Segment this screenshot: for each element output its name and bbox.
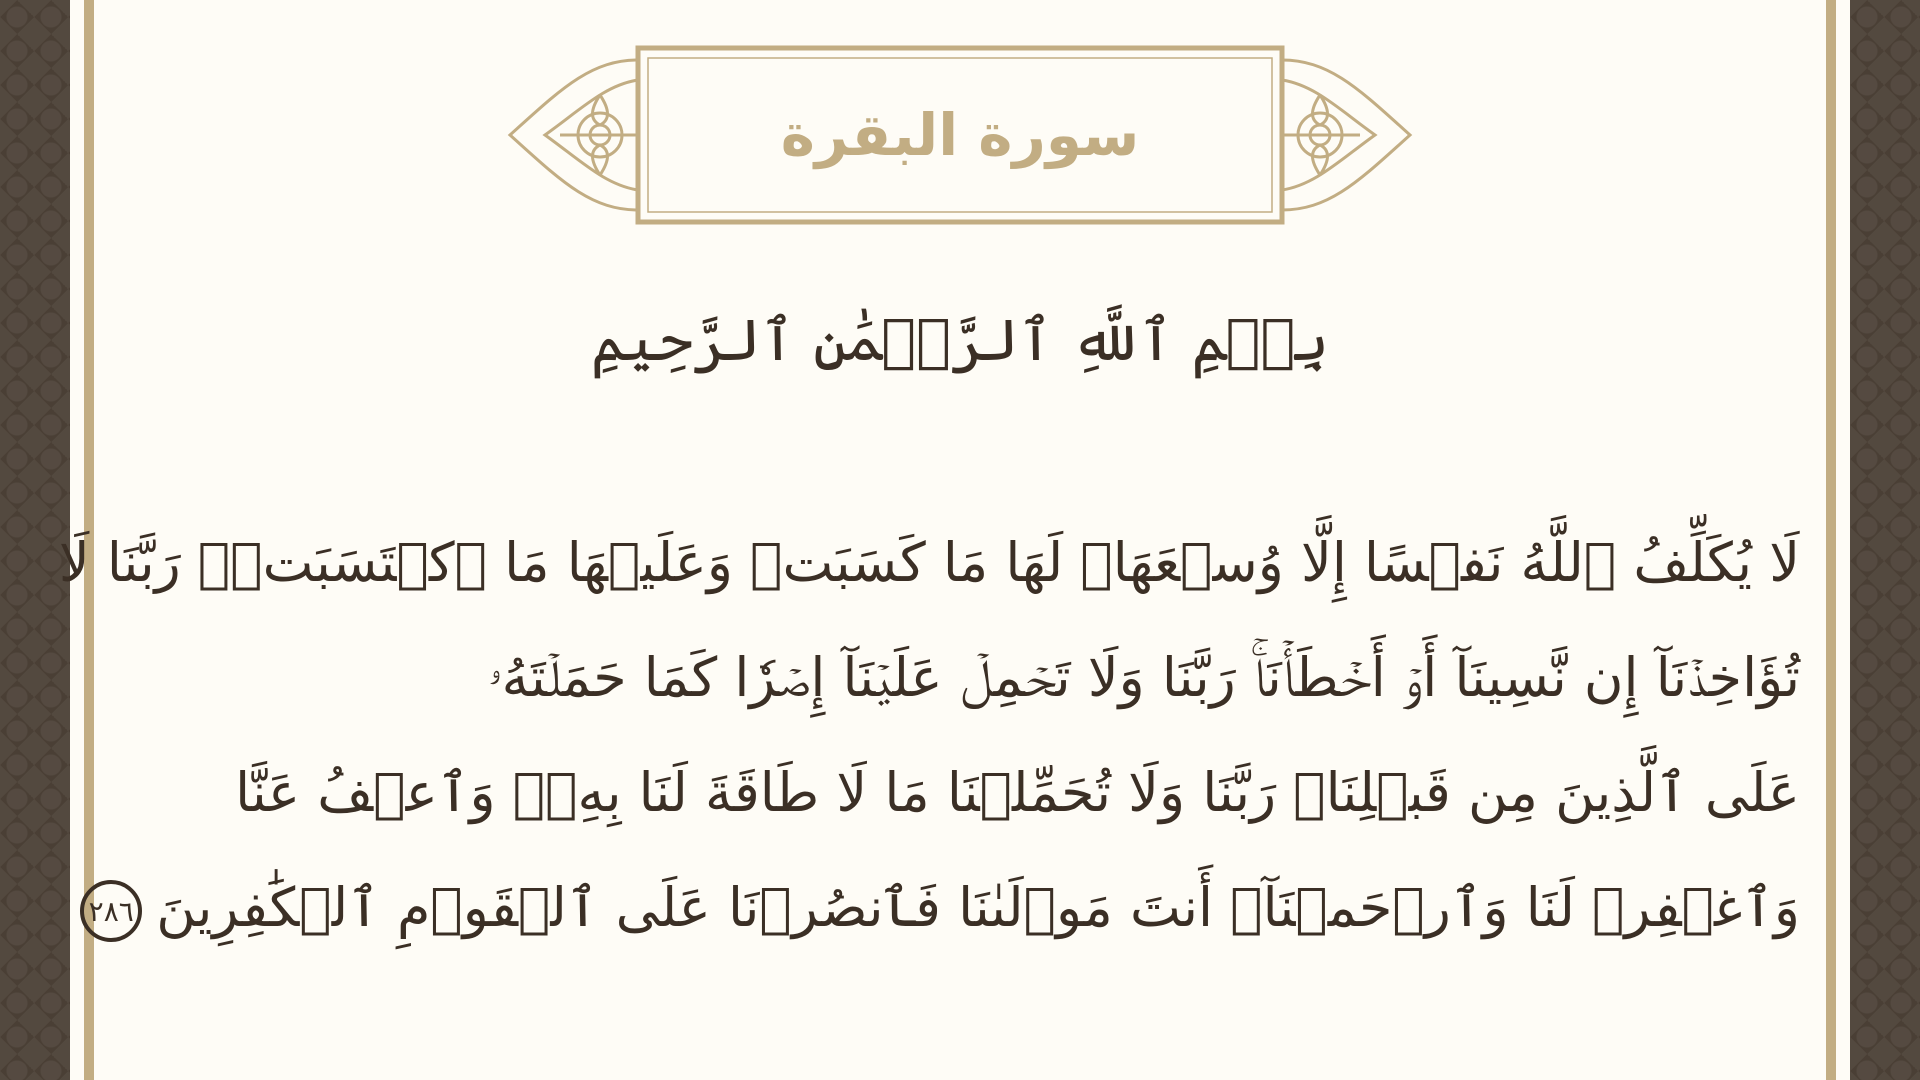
- verse-line-2: تُؤَاخِذۡنَآ إِن نَّسِينَآ أَوۡ أَخۡطَأۡنَاۚ رَبَّنَا وَلَا تَحۡمِلۡ عَلَيۡنَآ إِصۡرٗا كَمَا حَمَلۡتَهُۥ: [488, 646, 1800, 709]
- verse-block: [58, 505, 1800, 965]
- verse-line-4: [88, 850, 1800, 965]
- verse-line-4-text: وَٱغۡفِرۡ لَنَا وَٱرۡحَمۡنَآۚ أَنتَ مَوۡلَىٰنَا فَٱنصُرۡنَا عَلَى ٱلۡقَوۡمِ ٱلۡكَٰفِرِينَ: [156, 876, 1800, 939]
- basmala: بِسۡمِ ٱللَّهِ ٱلرَّحۡمَٰنِ ٱلرَّحِيمِ: [590, 306, 1330, 374]
- right-gold-rule: [1826, 0, 1836, 1080]
- surah-title: سورة البقرة: [780, 101, 1140, 169]
- ayah-number-marker: ٢٨٦: [80, 880, 142, 942]
- verse-line-3: عَلَى ٱلَّذِينَ مِن قَبۡلِنَاۚ رَبَّنَا وَلَا تُحَمِّلۡنَا مَا لَا طَاقَةَ لَنَا بِهِۦۖ وَٱعۡفُ عَنَّا: [235, 761, 1800, 824]
- verse-line-1: لَا يُكَلِّفُ ٱللَّهُ نَفۡسًا إِلَّا وُسۡعَهَاۚ لَهَا مَا كَسَبَتۡ وَعَلَيۡهَا مَا ٱكۡتَسَبَتۡۗ رَبَّنَا لَا: [58, 531, 1800, 594]
- surah-header-frame: [500, 40, 1420, 230]
- right-ornamental-border: [1850, 0, 1920, 1080]
